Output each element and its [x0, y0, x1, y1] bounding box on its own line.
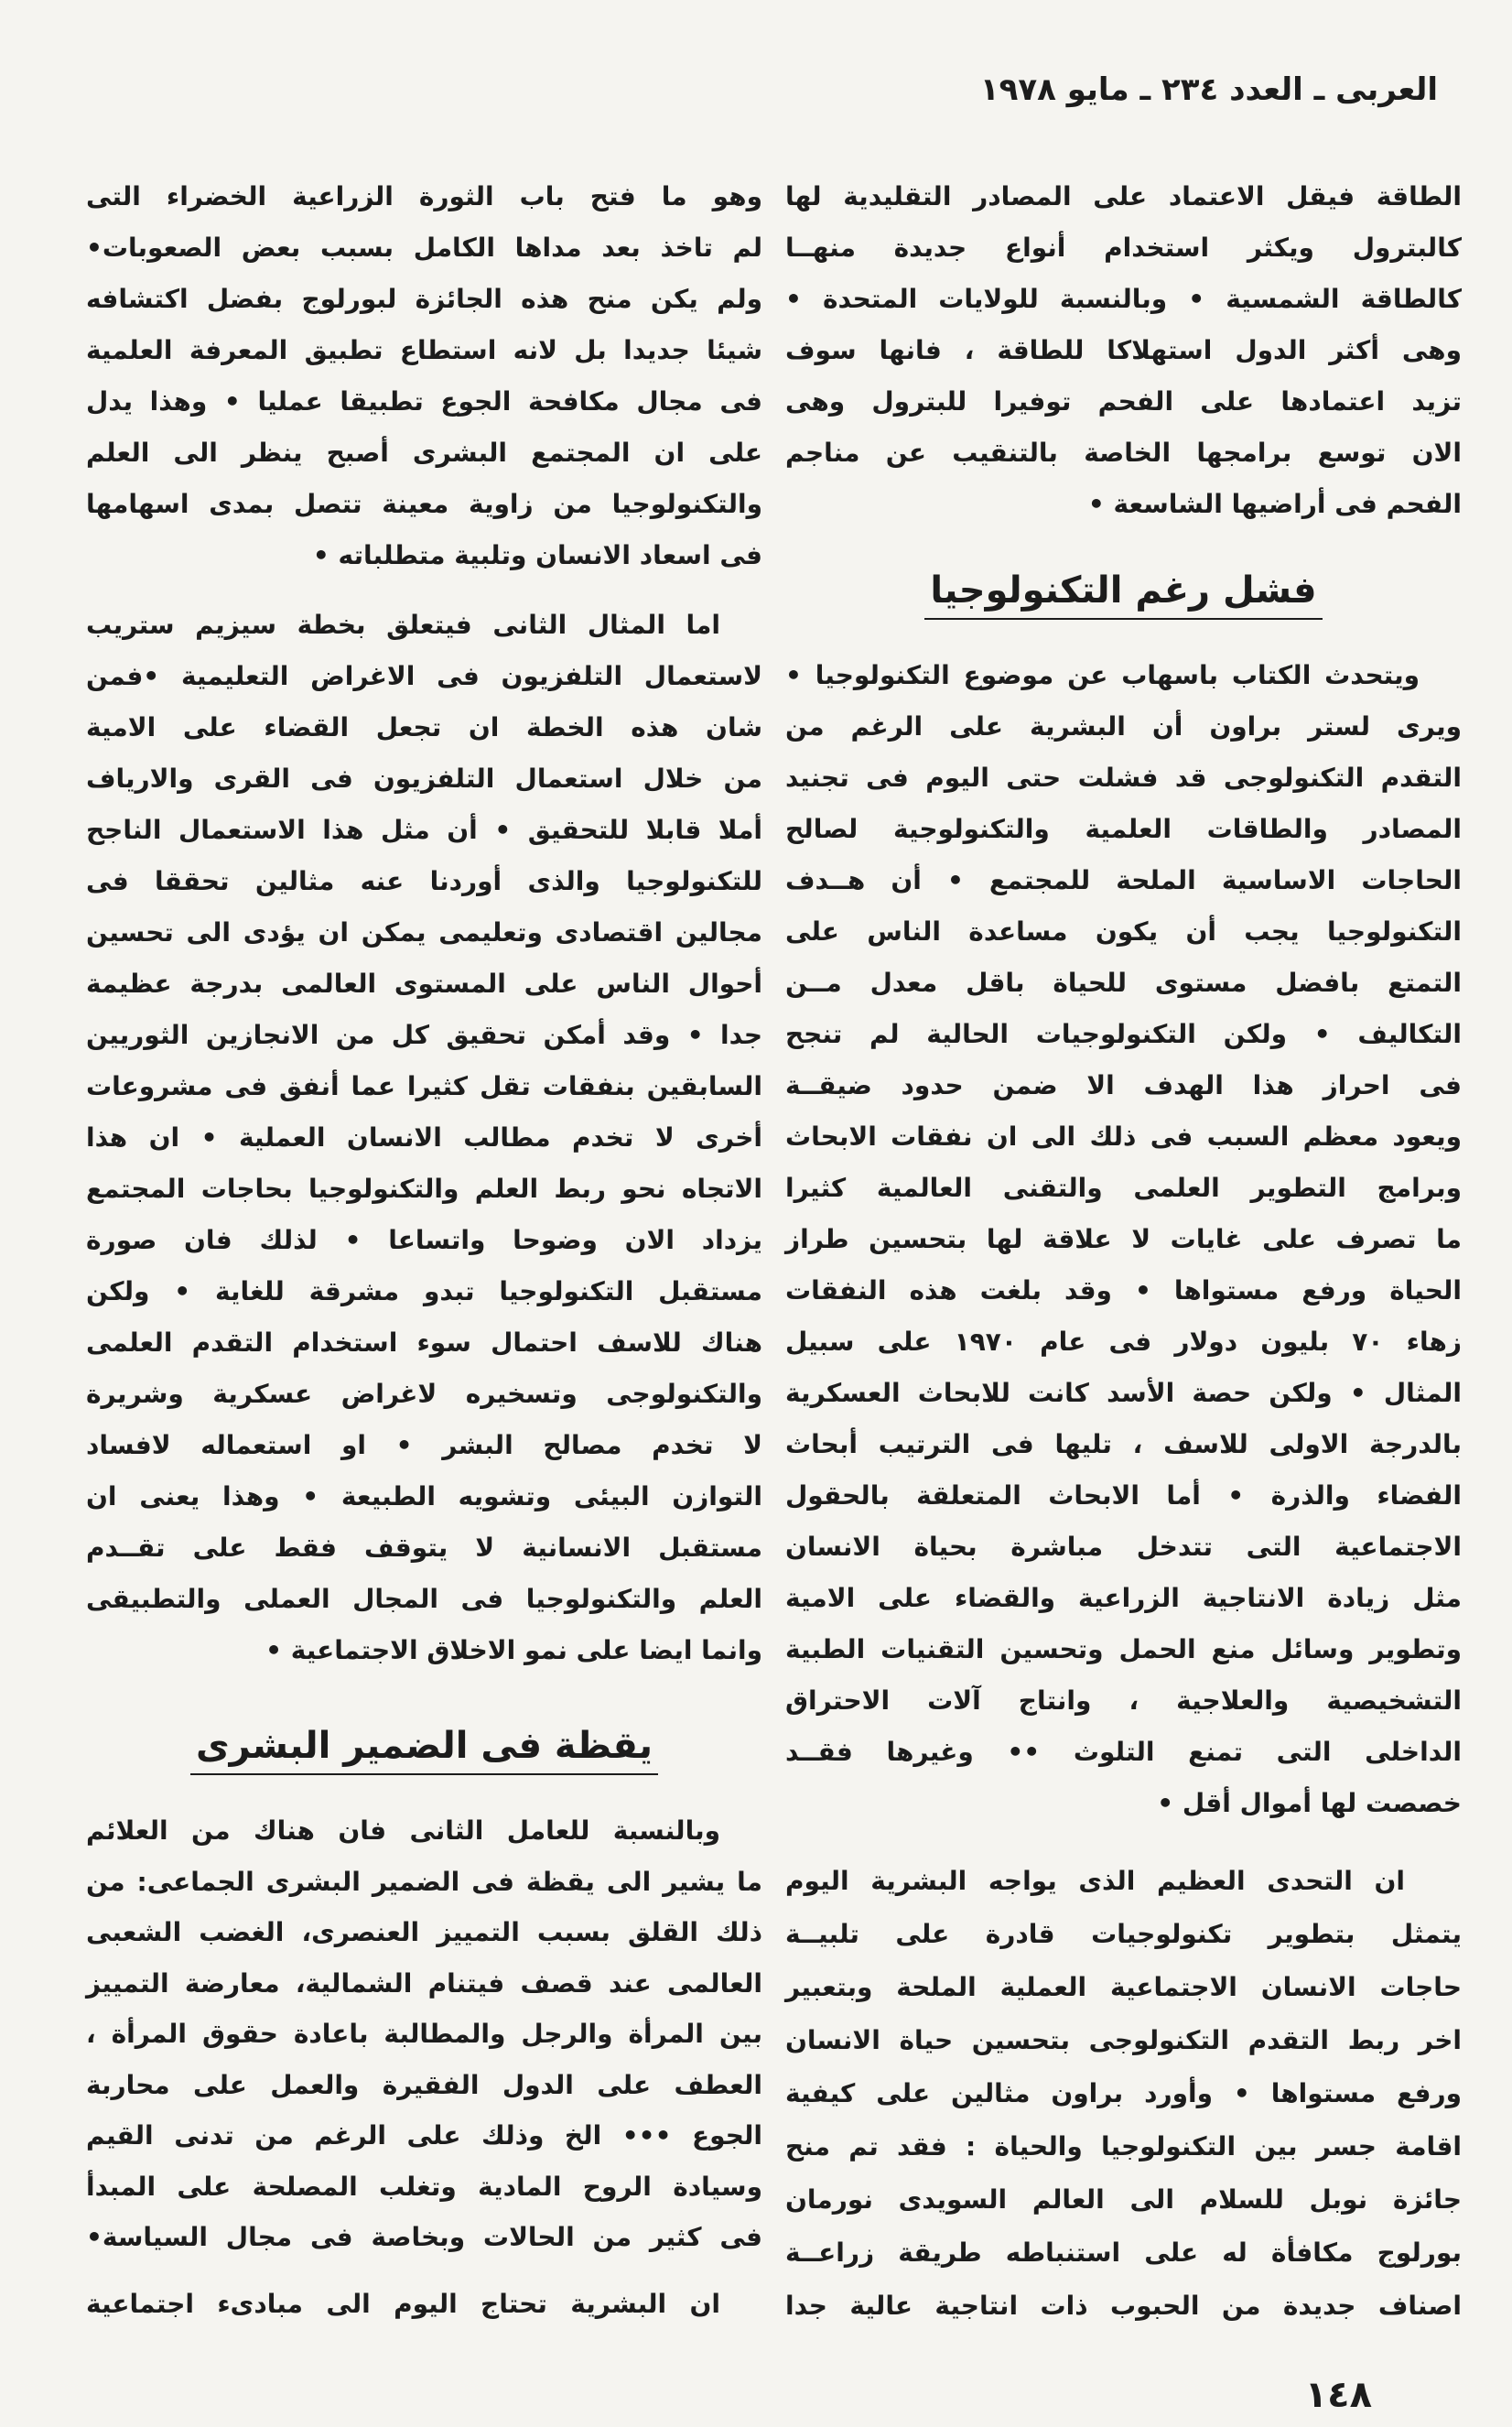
text-line: ما يشير الى يقظة فى الضمير البشرى الجماعى: من: [86, 1866, 762, 1897]
text-line: وهى أكثر الدول استهلاكا للطاقة ، فانها سوف: [785, 335, 1462, 365]
text-line: وسيادة الروح المادية وتغلب المصلحة على المبدأ: [86, 2171, 762, 2202]
text-line: التوازن البيئى وتشويه الطبيعة • وهذا يعنى ان: [86, 1481, 762, 1511]
text-line: مثل زيادة الانتاجية الزراعية والقضاء على الامية: [785, 1583, 1462, 1613]
text-line: الجوع ••• الخ وذلك على الرغم من تدنى القيم: [86, 2120, 762, 2151]
text-line: فى مجال مكافحة الجوع تطبيقا عمليا • وهذا يدل: [86, 386, 762, 417]
text-line: وبرامج التطوير العلمى والتقنى العالمية كثيرا: [785, 1173, 1462, 1203]
paragraph-energy: [785, 171, 1462, 530]
page-number: ١٤٨: [1304, 2374, 1372, 2416]
text-line: الاتجاه نحو ربط العلم والتكنولوجيا بحاجات المجتمع: [86, 1174, 762, 1204]
text-line: العلم والتكنولوجيا فى المجال العملى والتطبيقى: [86, 1584, 762, 1614]
text-line: الحاجات الاساسية الملحة للمجتمع • أن هــدف: [785, 865, 1462, 895]
text-line: تزيد اعتمادها على الفحم توفيرا للبترول وهى: [785, 386, 1462, 417]
text-line: مستقبل التكنولوجيا تبدو مشرقة للغاية • ولكن: [86, 1276, 762, 1306]
paragraph-social-principles: [86, 2279, 762, 2330]
text-line: الفحم فى أراضيها الشاسعة •: [1087, 489, 1462, 519]
right-column: [785, 0, 1462, 2427]
text-line: خصصت لها أموال أقل •: [1157, 1788, 1462, 1818]
text-line: لا تخدم مصالح البشر • او استعماله لافساد: [86, 1430, 762, 1460]
text-line: ويتحدث الكتاب باسهاب عن موضوع التكنولوجيا •: [785, 660, 1420, 690]
text-line: فى اسعاد الانسان وتلبية متطلباته •: [312, 540, 762, 570]
text-line: زهاء ٧٠ بليون دولار فى عام ١٩٧٠ على سبيل: [785, 1327, 1462, 1357]
text-line: الحياة ورفع مستواها • وقد بلغت هذه النفقات: [785, 1275, 1462, 1306]
text-line: العالمى عند قصف فيتنام الشمالية، معارضة التمييز: [86, 1967, 762, 1999]
text-line: بين المرأة والرجل والمطالبة باعادة حقوق المرأة ،: [86, 2019, 762, 2049]
section-heading-technology-failure: [785, 565, 1462, 623]
text-line: التكنولوجيا يجب أن يكون مساعدة الناس على: [785, 916, 1462, 947]
text-line: مستقبل الانسانية لا يتوقف فقط على تقــدم: [86, 1533, 762, 1563]
section-heading-text: يقظة فى الضمير البشرى: [190, 1720, 658, 1775]
text-line: ذلك القلق بسبب التمييز العنصرى، الغضب الشعبى: [86, 1917, 762, 1947]
text-line: التكاليف • ولكن التكنولوجيات الحالية لم تنجح: [785, 1019, 1462, 1049]
text-line: لم تاخذ بعد مداها الكامل بسبب بعض الصعوبات•: [86, 233, 762, 263]
text-line: ان التحدى العظيم الذى يواجه البشرية اليوم: [785, 1866, 1405, 1896]
text-line: اصناف جديدة من الحبوب ذات انتاجية عالية جدا: [785, 2291, 1462, 2321]
text-line: شان هذه الخطة ان تجعل القضاء على الامية: [86, 712, 762, 742]
text-line: لاستعمال التلفزيون فى الاغراض التعليمية •فمن: [86, 661, 762, 691]
left-column: [86, 0, 762, 2427]
text-line: يتمثل بتطوير تكنولوجيات قادرة على تلبيــة: [785, 1919, 1462, 1949]
text-line: جائزة نوبل للسلام الى العالم السويدى نورمان: [785, 2184, 1462, 2215]
text-line: التقدم التكنولوجى قد فشلت حتى اليوم فى تجنيد: [785, 763, 1462, 793]
text-line: التمتع بافضل مستوى للحياة باقل معدل مــن: [785, 968, 1462, 998]
text-line: والتكنولوجيا من زاوية معينة تتصل بمدى اسهامها: [86, 489, 762, 519]
text-line: حاجات الانسان الاجتماعية العملية الملحة وبتعبير: [785, 1972, 1462, 2002]
text-line: أخرى لا تخدم مطالب الانسان العملية • ان هذا: [86, 1122, 762, 1153]
text-line: أحوال الناس على المستوى العالمى بدرجة عظيمة: [86, 969, 762, 999]
paragraph-second-example: [86, 600, 762, 1676]
text-line: جدا • وقد أمكن تحقيق كل من الانجازين الثوريين: [86, 1020, 762, 1050]
text-line: ما تصرف على غايات لا علاقة لها بتحسين طراز: [785, 1224, 1462, 1254]
text-line: مجالين اقتصادى وتعليمى يمكن ان يؤدى الى تحسين: [86, 917, 762, 948]
text-line: على ان المجتمع البشرى أصبح ينظر الى العلم: [86, 438, 762, 468]
text-line: ولم يكن منح هذه الجائزة لبورلوج بفضل اكتشافه: [86, 284, 762, 314]
paragraph-second-factor: [86, 1805, 762, 2263]
text-line: الاجتماعية التى تتدخل مباشرة بحياة الانسان: [785, 1532, 1462, 1562]
text-line: العطف على الدول الفقيرة والعمل على محاربة: [86, 2069, 762, 2100]
paragraph-green-revolution: [86, 171, 762, 581]
text-line: والتكنولوجى وتسخيره لاغراض عسكرية وشريرة: [86, 1379, 762, 1409]
text-line: وانما ايضا على نمو الاخلاق الاجتماعية •: [265, 1635, 762, 1665]
text-line: كالبترول ويكثر استخدام أنواع جديدة منهــا: [785, 233, 1462, 263]
text-line: التشخيصية والعلاجية ، وانتاج آلات الاحتراق: [785, 1685, 1462, 1716]
text-line: الفضاء والذرة • أما الابحاث المتعلقة بالحقول: [785, 1480, 1462, 1511]
text-line: من خلال استعمال التلفزيون فى القرى والارياف: [86, 764, 762, 794]
text-line: هناك للاسف احتمال سوء استخدام التقدم العلمى: [86, 1327, 762, 1358]
text-line: ورفع مستواها • وأورد براون مثالين على كيفية: [785, 2078, 1462, 2108]
text-line: شيئا جديدا بل لانه استطاع تطبيق المعرفة العلمية: [86, 335, 762, 365]
text-line: اخر ربط التقدم التكنولوجى بتحسين حياة الانسان: [785, 2025, 1462, 2055]
text-line: اما المثال الثانى فيتعلق بخطة سيزيم ستريب: [86, 610, 720, 640]
section-heading-text: فشل رغم التكنولوجيا: [924, 565, 1322, 620]
text-line: كالطاقة الشمسية • وبالنسبة للولايات المتحدة •: [785, 284, 1462, 314]
text-line: ان البشرية تحتاج اليوم الى مبادىء اجتماعية: [86, 2289, 720, 2319]
running-header: العربى ـ العدد ٢٣٤ ـ مايو ١٩٧٨: [979, 71, 1438, 108]
section-heading-conscience: [86, 1720, 762, 1779]
text-line: السابقين بنفقات تقل كثيرا عما أنفق فى مشروعات: [86, 1071, 762, 1101]
text-line: المصادر والطاقات العلمية والتكنولوجية لصالح: [785, 814, 1462, 844]
paragraph-technology: [785, 650, 1462, 1829]
text-line: بالدرجة الاولى للاسف ، تليها فى الترتيب أبحاث: [785, 1429, 1462, 1459]
text-line: أملا قابلا للتحقيق • أن مثل هذا الاستعمال الناجح: [86, 815, 762, 845]
text-line: فى كثير من الحالات وبخاصة فى مجال السياسة•: [86, 2222, 762, 2252]
text-line: بورلوج مكافأة له على استنباطه طريقة زراعــة: [785, 2237, 1462, 2268]
text-line: ويعود معظم السبب فى ذلك الى ان نفقات الابحاث: [785, 1121, 1462, 1152]
text-line: ويرى لستر براون أن البشرية على الرغم من: [785, 711, 1462, 742]
text-line: فى احراز هذا الهدف الا ضمن حدود ضيقــة: [785, 1070, 1462, 1100]
text-line: يزداد الان وضوحا واتساعا • لذلك فان صورة: [86, 1225, 762, 1255]
paragraph-challenge: [785, 1855, 1462, 2333]
text-line: الداخلى التى تمنع التلوث •• وغيرها فقــد: [785, 1737, 1462, 1767]
text-line: وهو ما فتح باب الثورة الزراعية الخضراء التى: [86, 181, 762, 211]
text-line: الطاقة فيقل الاعتماد على المصادر التقليدية لها: [785, 181, 1462, 211]
text-line: الان توسع برامجها الخاصة بالتنقيب عن مناجم: [785, 438, 1462, 468]
text-line: وتطوير وسائل منع الحمل وتحسين التقنيات الطبية: [785, 1634, 1462, 1664]
text-line: للتكنولوجيا والذى أوردنا عنه مثالين تحققا فى: [86, 866, 762, 896]
text-line: المثال • ولكن حصة الأسد كانت للابحاث العسكرية: [785, 1378, 1462, 1408]
text-line: وبالنسبة للعامل الثانى فان هناك من العلائم: [86, 1815, 720, 1846]
text-line: اقامة جسر بين التكنولوجيا والحياة : فقد تم منح: [785, 2131, 1462, 2162]
